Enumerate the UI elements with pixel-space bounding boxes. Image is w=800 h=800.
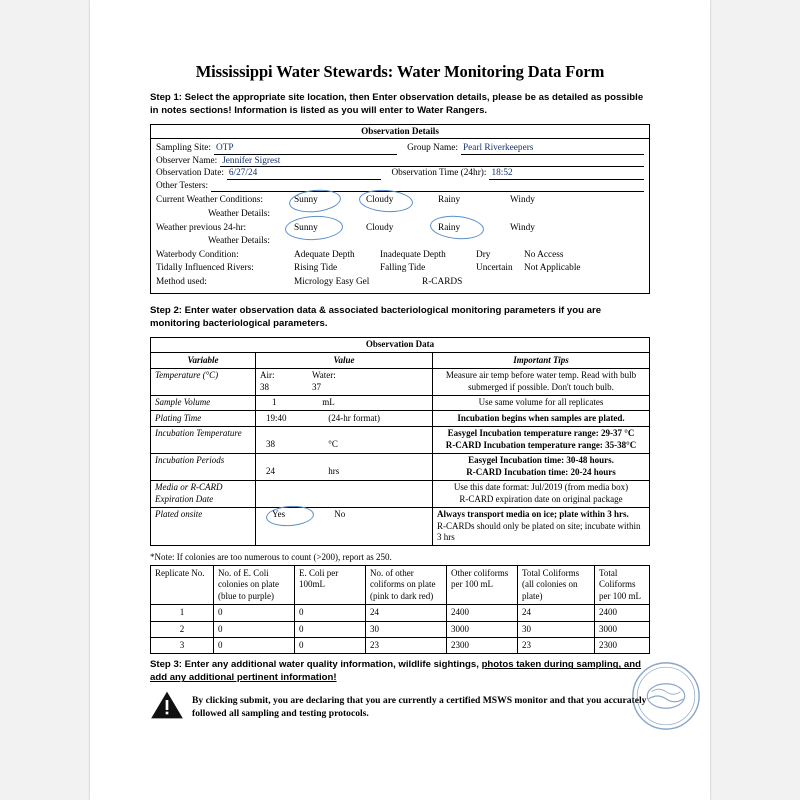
- row-other-testers: [156, 180, 644, 193]
- observation-details-section: [150, 124, 650, 294]
- observation-date-value: 6/27/24: [228, 168, 258, 179]
- row-tip-plating-time: Incubation begins when samples are plated.: [433, 411, 650, 427]
- observation-data-header: Observation Data: [151, 337, 650, 353]
- waterbody-option-inadequate[interactable]: Inadequate Depth: [380, 249, 446, 260]
- row-value-plating-time[interactable]: [256, 411, 433, 427]
- row-value-sample-volume[interactable]: [256, 395, 433, 411]
- row-tip-sample-volume: Use same volume for all replicates: [433, 395, 650, 411]
- replicate-col-4: Other coliforms per 100 mL: [447, 566, 518, 605]
- replicate-r0-c3[interactable]: 24: [366, 605, 447, 621]
- replicate-r2-c1[interactable]: 0: [214, 638, 295, 654]
- row-method-used: [156, 276, 644, 289]
- replicate-r2-c4[interactable]: 2300: [447, 638, 518, 654]
- observation-time-value: 18:52: [491, 168, 513, 179]
- plated-onsite-tip-1: Always transport media on ice; plate within 3 hrs.: [437, 509, 629, 520]
- row-value-temperature[interactable]: [256, 368, 433, 395]
- method-label: Method used:: [156, 276, 207, 287]
- replicate-r1-c4[interactable]: 3000: [447, 621, 518, 637]
- group-name-value: Pearl Riverkeepers: [462, 143, 534, 153]
- row-value-incubation-temperature[interactable]: [256, 426, 433, 453]
- observer-name-label: Observer Name:: [156, 155, 218, 166]
- row-current-weather-details: [156, 208, 644, 221]
- msws-seal-icon: [630, 660, 702, 732]
- row-label-temperature: Temperature (°C): [151, 368, 256, 395]
- observation-time-field[interactable]: [489, 167, 644, 180]
- incubation-temperature-value: 38: [266, 439, 275, 450]
- row-label-plating-time: Plating Time: [151, 411, 256, 427]
- group-name-field[interactable]: [461, 142, 644, 155]
- row-value-incubation-periods[interactable]: [256, 453, 433, 480]
- water-temp-label: Water:: [312, 370, 336, 381]
- tidal-option-rising[interactable]: Rising Tide: [294, 263, 338, 274]
- step1-instructions: Step 1: Select the appropriate site location, then Enter observation details, please be as detailed as possible in notes sections! Information is listed as you will enter to Water Rangers.: [150, 92, 644, 116]
- current-weather-option-cloudy[interactable]: Cloudy: [366, 195, 394, 206]
- sampling-site-value: OTP: [216, 143, 234, 153]
- row-tidal: [156, 262, 644, 275]
- row-tip-temperature: Measure air temp before water temp. Read with bulb submerged if possible. Don't touch bulb.: [433, 368, 650, 395]
- observer-name-value: Jennifer Sigrest: [222, 155, 281, 166]
- warning-triangle-icon: [150, 690, 184, 720]
- observation-row-temperature: [151, 368, 650, 395]
- document-page: [90, 0, 710, 800]
- previous-weather-label: Weather previous 24-hr:: [156, 222, 247, 233]
- plating-time-unit: (24-hr format): [328, 412, 380, 423]
- replicate-r0-c1[interactable]: 0: [214, 605, 295, 621]
- declaration-block: [150, 690, 650, 720]
- replicate-r1-c6[interactable]: 3000: [595, 621, 650, 637]
- previous-weather-option-windy[interactable]: Windy: [510, 222, 535, 233]
- observation-data-col-variable: Variable: [151, 353, 256, 369]
- row-waterbody-condition: [156, 249, 644, 262]
- observer-name-field[interactable]: [220, 155, 644, 168]
- plated-onsite-tip-2: R-CARDs should only be plated on site; incubate within 3 hrs: [437, 520, 641, 543]
- observation-row-incubation-periods: [151, 453, 650, 480]
- replicate-col-1: No. of E. Coli colonies on plate (blue to purple): [214, 566, 295, 605]
- replicate-r2-c5[interactable]: 23: [518, 638, 595, 654]
- air-temp-value: 38: [260, 381, 269, 392]
- current-weather-option-windy[interactable]: Windy: [510, 195, 535, 206]
- water-temp-value: 37: [312, 381, 321, 392]
- observation-details-body: [151, 139, 650, 294]
- incubation-temperature-unit: °C: [328, 439, 338, 450]
- replicate-r2-c0: 3: [151, 638, 214, 654]
- declaration-text: By clicking submit, you are declaring that you are currently a certified MSWS monitor and that you accurately followed all sampling and testing protocols.: [192, 695, 647, 720]
- replicate-r0-c6[interactable]: 2400: [595, 605, 650, 621]
- row-tip-expiration-date: [433, 480, 650, 507]
- other-testers-field[interactable]: [211, 180, 644, 193]
- document-content: [150, 62, 650, 720]
- replicate-col-5: Total Coliforms (all colonies on plate): [518, 566, 595, 605]
- step3-text-b: photos taken during sampling, and add any additional pertinent information!: [150, 659, 641, 684]
- row-sampling-site: [156, 142, 644, 155]
- waterbody-option-dry[interactable]: Dry: [476, 249, 491, 260]
- incubation-temperature-tip-2: R-CARD Incubation temperature range: 35-38°C: [445, 439, 637, 450]
- incubation-periods-tip-1: Easygel Incubation time: 30-48 hours.: [468, 455, 614, 466]
- current-weather-option-sunny[interactable]: Sunny: [294, 195, 318, 206]
- sample-volume-unit: mL: [322, 397, 335, 408]
- replicate-r0-c5[interactable]: 24: [518, 605, 595, 621]
- row-observation-date: [156, 167, 644, 180]
- observation-row-incubation-temperature: [151, 426, 650, 453]
- tidal-label: Tidally Influenced Rivers:: [156, 263, 254, 274]
- tidal-option-not-applicable[interactable]: Not Applicable: [524, 263, 581, 274]
- page-title: Mississippi Water Stewards: Water Monitoring Data Form: [195, 62, 605, 81]
- row-previous-weather-details: [156, 235, 644, 248]
- tidal-option-falling[interactable]: Falling Tide: [380, 263, 426, 274]
- observation-details-table: [150, 124, 650, 294]
- row-label-plated-onsite: Plated onsite: [151, 507, 256, 546]
- step2-instructions: Step 2: Enter water observation data & associated bacteriological monitoring parameters if you are monitoring bacteriological parameters.: [150, 304, 602, 329]
- sampling-site-field[interactable]: [214, 142, 397, 155]
- row-tip-incubation-temperature: [433, 426, 650, 453]
- table-row: [151, 605, 650, 621]
- plating-time-value: 19:40: [266, 412, 287, 423]
- replicate-r1-c5[interactable]: 30: [518, 621, 595, 637]
- replicate-col-3: No. of other coliforms on plate (pink to dark red): [366, 566, 447, 605]
- previous-weather-option-cloudy[interactable]: Cloudy: [366, 222, 394, 233]
- replicate-r0-c4[interactable]: 2400: [447, 605, 518, 621]
- incubation-periods-unit: hrs: [328, 466, 340, 477]
- replicate-r0-c0: 1: [151, 605, 214, 621]
- replicate-col-2: E. Coli per 100mL: [295, 566, 366, 605]
- observation-row-sample-volume: [151, 395, 650, 411]
- replicate-table: [150, 565, 650, 654]
- step3-instructions: [150, 658, 650, 684]
- replicate-r2-c3[interactable]: 23: [366, 638, 447, 654]
- tidal-option-uncertain[interactable]: Uncertain: [476, 263, 513, 274]
- expiration-date-tip-1: Use this date format: Jul/2019 (from media box): [453, 482, 629, 493]
- row-tip-plated-onsite: [433, 507, 650, 546]
- incubation-periods-value: 24: [266, 466, 275, 477]
- replicate-r1-c1[interactable]: 0: [214, 621, 295, 637]
- row-label-expiration-date: Media or R-CARD Expiration Date: [151, 480, 256, 507]
- incubation-temperature-tip-1: Easygel Incubation temperature range: 29-37 °C: [447, 428, 635, 439]
- waterbody-option-no-access[interactable]: No Access: [524, 249, 564, 260]
- replicate-r1-c0: 2: [151, 621, 214, 637]
- observation-row-expiration-date: [151, 480, 650, 507]
- replicate-r2-c2[interactable]: 0: [295, 638, 366, 654]
- replicate-col-0: Replicate No.: [151, 566, 214, 605]
- row-label-incubation-temperature: Incubation Temperature: [151, 426, 256, 453]
- replicate-r0-c2[interactable]: 0: [295, 605, 366, 621]
- replicate-header-row: [151, 566, 650, 605]
- method-option-easygel[interactable]: Micrology Easy Gel: [294, 276, 370, 287]
- replicate-r1-c3[interactable]: 30: [366, 621, 447, 637]
- row-previous-weather: [156, 222, 644, 235]
- observation-date-label: Observation Date:: [156, 168, 224, 179]
- replicate-r1-c2[interactable]: 0: [295, 621, 366, 637]
- table-row: [151, 638, 650, 654]
- previous-weather-option-sunny[interactable]: Sunny: [294, 222, 318, 233]
- waterbody-condition-label: Waterbody Condition:: [156, 249, 239, 260]
- current-weather-option-rainy[interactable]: Rainy: [438, 195, 461, 206]
- sample-volume-value: 1: [272, 397, 277, 408]
- observation-row-plating-time: [151, 411, 650, 427]
- row-value-plated-onsite[interactable]: [256, 507, 433, 546]
- row-tip-incubation-periods: [433, 453, 650, 480]
- other-testers-label: Other Testers:: [156, 180, 209, 191]
- waterbody-option-adequate[interactable]: Adequate Depth: [294, 249, 355, 260]
- table-row: [151, 621, 650, 637]
- plated-onsite-yes[interactable]: Yes: [272, 509, 286, 520]
- colony-count-note: *Note: If colonies are too numerous to count (>200), report as 250.: [150, 552, 392, 563]
- observation-time-label: Observation Time (24hr):: [391, 168, 487, 179]
- previous-weather-option-rainy[interactable]: Rainy: [438, 222, 461, 233]
- observation-data-col-tips: Important Tips: [433, 353, 650, 369]
- observation-date-field[interactable]: [227, 167, 382, 180]
- observation-data-col-value: Value: [256, 353, 433, 369]
- expiration-date-tip-2: R-CARD expiration date on original package: [459, 493, 623, 504]
- row-value-expiration-date[interactable]: [256, 480, 433, 507]
- replicate-r2-c6[interactable]: 2300: [595, 638, 650, 654]
- row-observer-name: [156, 155, 644, 168]
- row-label-incubation-periods: Incubation Periods: [151, 453, 256, 480]
- replicate-col-6: Total Coliforms per 100 mL: [595, 566, 650, 605]
- sampling-site-label: Sampling Site:: [156, 143, 212, 153]
- observation-data-table: [150, 337, 650, 547]
- incubation-periods-tip-2: R-CARD Incubation time: 20-24 hours: [466, 466, 616, 477]
- row-label-sample-volume: Sample Volume: [151, 395, 256, 411]
- previous-weather-details-label: Weather Details:: [208, 236, 270, 247]
- step3-text-a: Step 3: Enter any additional water quality information, wildlife sightings,: [150, 659, 482, 671]
- weather-block: [156, 194, 644, 247]
- air-temp-label: Air:: [260, 370, 275, 381]
- observation-row-plated-onsite: [151, 507, 650, 546]
- row-current-weather: [156, 194, 644, 207]
- observation-details-header: Observation Details: [151, 125, 650, 139]
- method-option-rcards[interactable]: R-CARDS: [422, 276, 463, 287]
- other-testers-value: [211, 181, 213, 191]
- group-name-label: Group Name:: [407, 143, 458, 153]
- plated-onsite-no[interactable]: No: [334, 509, 346, 520]
- current-weather-details-label: Weather Details:: [208, 208, 270, 219]
- current-weather-label: Current Weather Conditions:: [156, 195, 264, 206]
